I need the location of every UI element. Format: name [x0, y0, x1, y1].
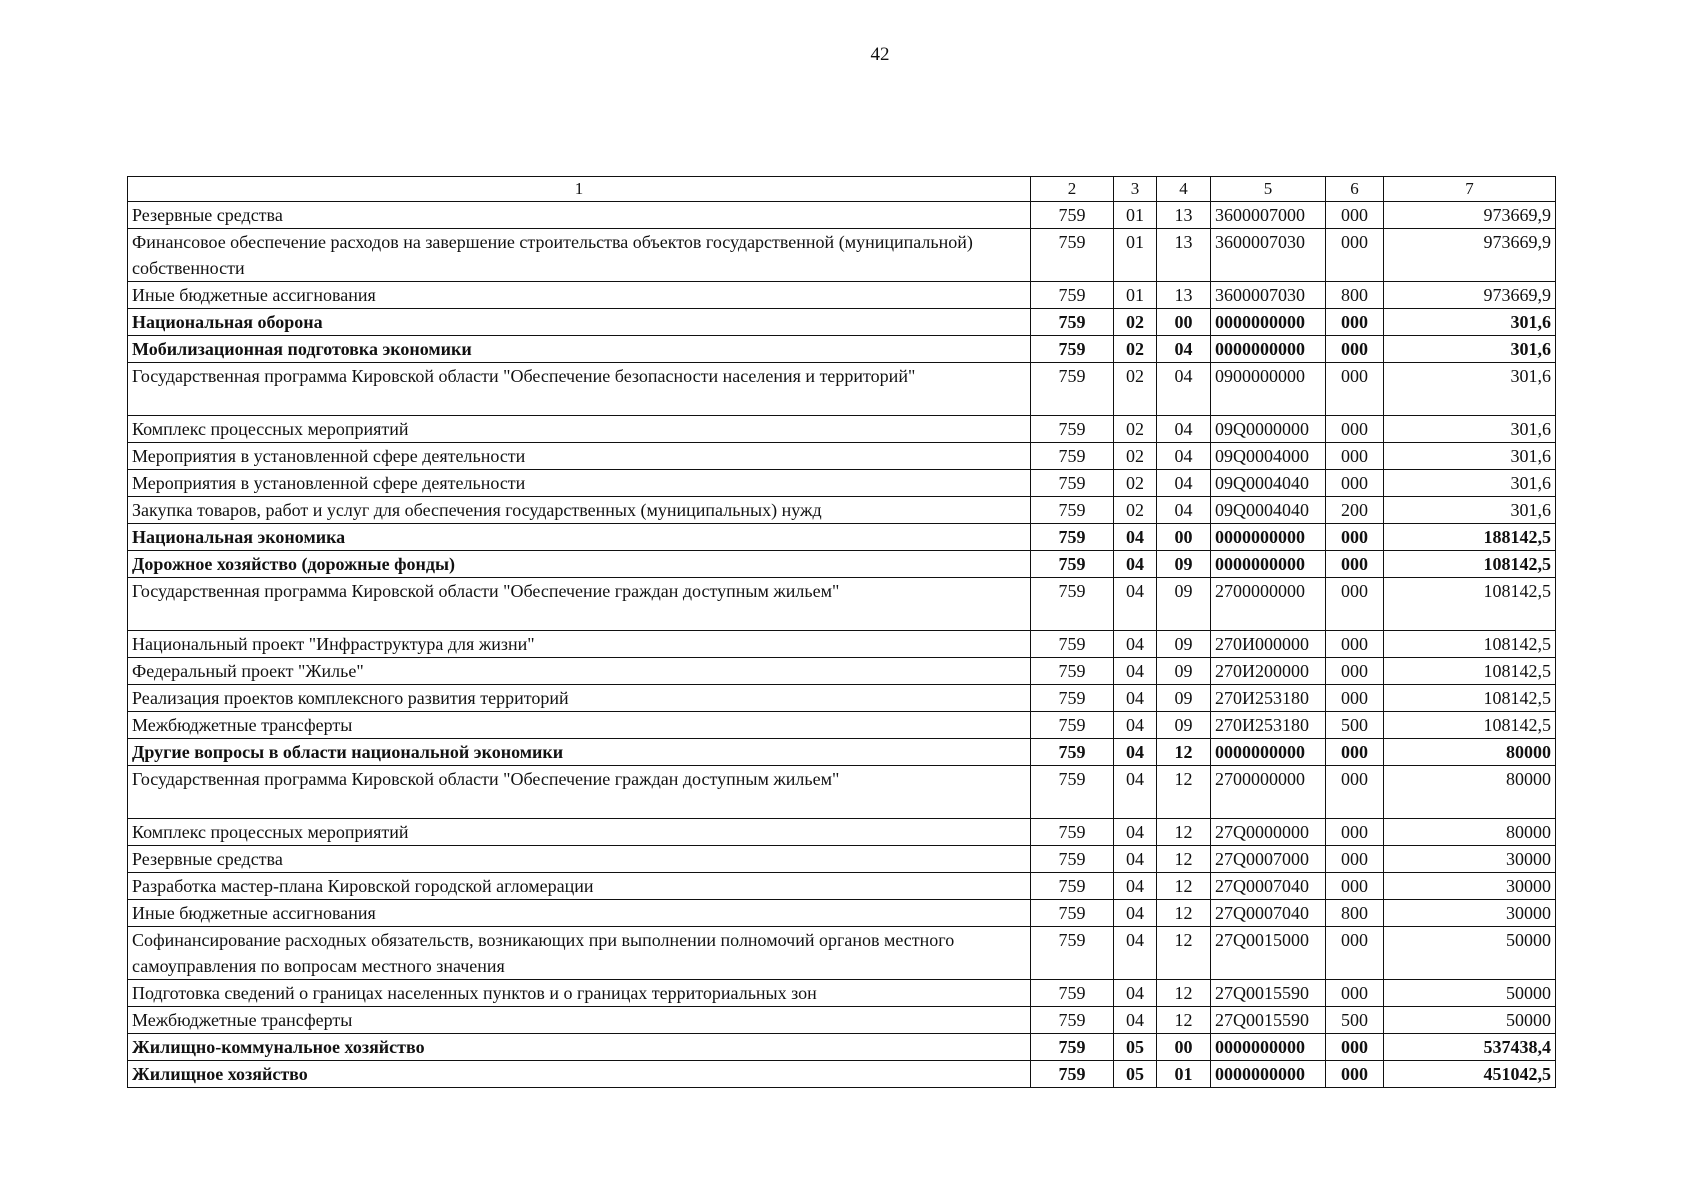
table-row [128, 739, 1556, 766]
row-name: Межбюджетные трансферты [128, 712, 1031, 739]
row-name: Федеральный проект "Жилье" [128, 658, 1031, 685]
row-amount: 973669,9 [1384, 282, 1556, 309]
row-amount: 108142,5 [1384, 712, 1556, 739]
row-target-article: 27Q0007000 [1211, 846, 1326, 873]
row-expense-type: 000 [1326, 202, 1384, 229]
row-target-article: 27Q0007040 [1211, 873, 1326, 900]
row-name: Софинансирование расходных обязательств, возникающих при выполнении полномочий органов местного самоуправления по вопросам местного значения [128, 927, 1031, 980]
row-target-article: 0000000000 [1211, 524, 1326, 551]
table-row [128, 416, 1556, 443]
row-target-article: 09Q0004040 [1211, 497, 1326, 524]
row-section: 04 [1114, 900, 1157, 927]
row-target-article: 0000000000 [1211, 309, 1326, 336]
row-subsection: 04 [1157, 443, 1211, 470]
row-expense-type: 500 [1326, 712, 1384, 739]
row-amount: 108142,5 [1384, 578, 1556, 631]
row-chapter: 759 [1031, 685, 1114, 712]
row-subsection: 09 [1157, 685, 1211, 712]
header-col-4: 4 [1157, 177, 1211, 202]
row-subsection: 12 [1157, 873, 1211, 900]
row-expense-type: 000 [1326, 766, 1384, 819]
row-section: 04 [1114, 846, 1157, 873]
row-subsection: 01 [1157, 1061, 1211, 1088]
row-name: Дорожное хозяйство (дорожные фонды) [128, 551, 1031, 578]
row-name: Государственная программа Кировской области "Обеспечение безопасности населения и территорий" [128, 363, 1031, 416]
table-row [128, 470, 1556, 497]
row-amount: 80000 [1384, 766, 1556, 819]
row-section: 02 [1114, 443, 1157, 470]
row-target-article: 270И253180 [1211, 685, 1326, 712]
row-section: 04 [1114, 658, 1157, 685]
row-chapter: 759 [1031, 551, 1114, 578]
header-col-5: 5 [1211, 177, 1326, 202]
row-chapter: 759 [1031, 309, 1114, 336]
table-row [128, 685, 1556, 712]
row-section: 04 [1114, 819, 1157, 846]
row-target-article: 3600007000 [1211, 202, 1326, 229]
table-row [128, 1007, 1556, 1034]
row-subsection: 04 [1157, 416, 1211, 443]
row-expense-type: 000 [1326, 685, 1384, 712]
row-name: Мобилизационная подготовка экономики [128, 336, 1031, 363]
row-name: Межбюджетные трансферты [128, 1007, 1031, 1034]
row-expense-type: 000 [1326, 470, 1384, 497]
row-name: Другие вопросы в области национальной экономики [128, 739, 1031, 766]
row-section: 05 [1114, 1061, 1157, 1088]
row-amount: 301,6 [1384, 416, 1556, 443]
row-chapter: 759 [1031, 846, 1114, 873]
row-amount: 108142,5 [1384, 551, 1556, 578]
row-name: Резервные средства [128, 846, 1031, 873]
row-section: 04 [1114, 927, 1157, 980]
row-amount: 108142,5 [1384, 658, 1556, 685]
row-expense-type: 000 [1326, 1034, 1384, 1061]
row-expense-type: 800 [1326, 282, 1384, 309]
table-row [128, 927, 1556, 980]
row-name: Национальная экономика [128, 524, 1031, 551]
row-expense-type: 500 [1326, 1007, 1384, 1034]
row-target-article: 09Q0000000 [1211, 416, 1326, 443]
row-amount: 108142,5 [1384, 631, 1556, 658]
header-row [128, 177, 1556, 202]
row-target-article: 270И253180 [1211, 712, 1326, 739]
row-subsection: 00 [1157, 524, 1211, 551]
row-chapter: 759 [1031, 819, 1114, 846]
row-chapter: 759 [1031, 416, 1114, 443]
row-expense-type: 000 [1326, 416, 1384, 443]
row-expense-type: 000 [1326, 578, 1384, 631]
row-name: Национальная оборона [128, 309, 1031, 336]
row-target-article: 0000000000 [1211, 1061, 1326, 1088]
table-row [128, 524, 1556, 551]
row-section: 04 [1114, 685, 1157, 712]
table-row [128, 336, 1556, 363]
row-amount: 30000 [1384, 900, 1556, 927]
row-target-article: 0900000000 [1211, 363, 1326, 416]
row-chapter: 759 [1031, 578, 1114, 631]
row-subsection: 09 [1157, 551, 1211, 578]
row-amount: 301,6 [1384, 443, 1556, 470]
row-subsection: 09 [1157, 631, 1211, 658]
table-row [128, 766, 1556, 819]
row-target-article: 27Q0007040 [1211, 900, 1326, 927]
row-subsection: 09 [1157, 658, 1211, 685]
table-row [128, 658, 1556, 685]
row-chapter: 759 [1031, 927, 1114, 980]
header-col-2: 2 [1031, 177, 1114, 202]
row-section: 04 [1114, 578, 1157, 631]
row-expense-type: 000 [1326, 551, 1384, 578]
row-subsection: 12 [1157, 900, 1211, 927]
row-target-article: 3600007030 [1211, 282, 1326, 309]
row-expense-type: 000 [1326, 846, 1384, 873]
header-col-6: 6 [1326, 177, 1384, 202]
budget-table [127, 176, 1556, 1088]
row-subsection: 00 [1157, 1034, 1211, 1061]
row-section: 01 [1114, 282, 1157, 309]
row-subsection: 13 [1157, 202, 1211, 229]
row-chapter: 759 [1031, 980, 1114, 1007]
row-chapter: 759 [1031, 229, 1114, 282]
table-row [128, 443, 1556, 470]
row-chapter: 759 [1031, 363, 1114, 416]
row-amount: 301,6 [1384, 336, 1556, 363]
row-chapter: 759 [1031, 202, 1114, 229]
row-target-article: 2700000000 [1211, 578, 1326, 631]
table-row [128, 229, 1556, 282]
row-chapter: 759 [1031, 282, 1114, 309]
row-target-article: 0000000000 [1211, 551, 1326, 578]
table-row [128, 497, 1556, 524]
row-amount: 50000 [1384, 927, 1556, 980]
row-expense-type: 000 [1326, 873, 1384, 900]
table-row [128, 309, 1556, 336]
row-amount: 451042,5 [1384, 1061, 1556, 1088]
row-subsection: 12 [1157, 819, 1211, 846]
row-name: Иные бюджетные ассигнования [128, 282, 1031, 309]
row-amount: 301,6 [1384, 363, 1556, 416]
row-section: 04 [1114, 980, 1157, 1007]
row-section: 05 [1114, 1034, 1157, 1061]
row-subsection: 13 [1157, 229, 1211, 282]
row-name: Комплекс процессных мероприятий [128, 416, 1031, 443]
row-chapter: 759 [1031, 631, 1114, 658]
row-name: Национальный проект "Инфраструктура для жизни" [128, 631, 1031, 658]
row-amount: 30000 [1384, 846, 1556, 873]
row-target-article: 0000000000 [1211, 1034, 1326, 1061]
row-target-article: 09Q0004040 [1211, 470, 1326, 497]
header-col-1: 1 [128, 177, 1031, 202]
row-section: 02 [1114, 416, 1157, 443]
row-expense-type: 200 [1326, 497, 1384, 524]
row-section: 04 [1114, 551, 1157, 578]
row-amount: 80000 [1384, 739, 1556, 766]
row-name: Закупка товаров, работ и услуг для обеспечения государственных (муниципальных) нужд [128, 497, 1031, 524]
row-chapter: 759 [1031, 766, 1114, 819]
row-name: Резервные средства [128, 202, 1031, 229]
row-name: Государственная программа Кировской области "Обеспечение граждан доступным жильем" [128, 578, 1031, 631]
row-expense-type: 000 [1326, 658, 1384, 685]
row-name: Жилищно-коммунальное хозяйство [128, 1034, 1031, 1061]
table-row [128, 551, 1556, 578]
row-section: 04 [1114, 524, 1157, 551]
row-chapter: 759 [1031, 658, 1114, 685]
row-subsection: 12 [1157, 927, 1211, 980]
row-amount: 50000 [1384, 1007, 1556, 1034]
row-section: 02 [1114, 309, 1157, 336]
row-section: 02 [1114, 336, 1157, 363]
row-amount: 50000 [1384, 980, 1556, 1007]
row-amount: 301,6 [1384, 309, 1556, 336]
row-amount: 973669,9 [1384, 202, 1556, 229]
table-row [128, 282, 1556, 309]
row-amount: 301,6 [1384, 497, 1556, 524]
row-target-article: 27Q0015590 [1211, 980, 1326, 1007]
row-name: Реализация проектов комплексного развития территорий [128, 685, 1031, 712]
row-chapter: 759 [1031, 1007, 1114, 1034]
row-subsection: 12 [1157, 980, 1211, 1007]
table-row [128, 900, 1556, 927]
row-expense-type: 800 [1326, 900, 1384, 927]
row-subsection: 09 [1157, 578, 1211, 631]
row-chapter: 759 [1031, 1061, 1114, 1088]
row-target-article: 27Q0015000 [1211, 927, 1326, 980]
row-subsection: 04 [1157, 363, 1211, 416]
row-subsection: 09 [1157, 712, 1211, 739]
row-chapter: 759 [1031, 470, 1114, 497]
row-target-article: 270И200000 [1211, 658, 1326, 685]
row-amount: 80000 [1384, 819, 1556, 846]
row-name: Жилищное хозяйство [128, 1061, 1031, 1088]
header-col-3: 3 [1114, 177, 1157, 202]
row-expense-type: 000 [1326, 1061, 1384, 1088]
row-name: Государственная программа Кировской области "Обеспечение граждан доступным жильем" [128, 766, 1031, 819]
row-amount: 537438,4 [1384, 1034, 1556, 1061]
table-row [128, 980, 1556, 1007]
row-subsection: 12 [1157, 766, 1211, 819]
row-chapter: 759 [1031, 443, 1114, 470]
row-subsection: 04 [1157, 497, 1211, 524]
table-row [128, 1034, 1556, 1061]
row-expense-type: 000 [1326, 980, 1384, 1007]
row-amount: 188142,5 [1384, 524, 1556, 551]
table-row [128, 873, 1556, 900]
row-expense-type: 000 [1326, 309, 1384, 336]
table-row [128, 202, 1556, 229]
row-chapter: 759 [1031, 900, 1114, 927]
row-subsection: 12 [1157, 846, 1211, 873]
row-name: Мероприятия в установленной сфере деятельности [128, 443, 1031, 470]
row-chapter: 759 [1031, 873, 1114, 900]
row-chapter: 759 [1031, 712, 1114, 739]
table-body [128, 202, 1556, 1088]
row-section: 04 [1114, 766, 1157, 819]
row-amount: 973669,9 [1384, 229, 1556, 282]
row-target-article: 0000000000 [1211, 739, 1326, 766]
row-expense-type: 000 [1326, 819, 1384, 846]
row-subsection: 04 [1157, 336, 1211, 363]
table-row [128, 578, 1556, 631]
row-subsection: 04 [1157, 470, 1211, 497]
row-expense-type: 000 [1326, 524, 1384, 551]
row-section: 02 [1114, 470, 1157, 497]
row-target-article: 27Q0000000 [1211, 819, 1326, 846]
row-expense-type: 000 [1326, 739, 1384, 766]
table-row [128, 1061, 1556, 1088]
row-section: 04 [1114, 739, 1157, 766]
row-target-article: 09Q0004000 [1211, 443, 1326, 470]
page-number: 42 [870, 44, 890, 65]
row-name: Разработка мастер-плана Кировской городской агломерации [128, 873, 1031, 900]
row-section: 04 [1114, 1007, 1157, 1034]
row-subsection: 13 [1157, 282, 1211, 309]
row-chapter: 759 [1031, 497, 1114, 524]
row-target-article: 27Q0015590 [1211, 1007, 1326, 1034]
row-expense-type: 000 [1326, 336, 1384, 363]
row-chapter: 759 [1031, 1034, 1114, 1061]
row-target-article: 0000000000 [1211, 336, 1326, 363]
row-expense-type: 000 [1326, 927, 1384, 980]
row-chapter: 759 [1031, 336, 1114, 363]
row-section: 01 [1114, 229, 1157, 282]
row-amount: 30000 [1384, 873, 1556, 900]
row-subsection: 12 [1157, 1007, 1211, 1034]
row-amount: 108142,5 [1384, 685, 1556, 712]
row-section: 02 [1114, 363, 1157, 416]
row-target-article: 2700000000 [1211, 766, 1326, 819]
row-name: Иные бюджетные ассигнования [128, 900, 1031, 927]
row-expense-type: 000 [1326, 443, 1384, 470]
row-section: 04 [1114, 873, 1157, 900]
table-row [128, 712, 1556, 739]
row-target-article: 3600007030 [1211, 229, 1326, 282]
row-name: Подготовка сведений о границах населенных пунктов и о границах территориальных зон [128, 980, 1031, 1007]
table-row [128, 819, 1556, 846]
row-chapter: 759 [1031, 739, 1114, 766]
row-name: Финансовое обеспечение расходов на завершение строительства объектов государственной (муниципальной) собственности [128, 229, 1031, 282]
row-subsection: 00 [1157, 309, 1211, 336]
row-expense-type: 000 [1326, 631, 1384, 658]
row-section: 04 [1114, 712, 1157, 739]
row-section: 01 [1114, 202, 1157, 229]
row-expense-type: 000 [1326, 229, 1384, 282]
row-expense-type: 000 [1326, 363, 1384, 416]
row-name: Комплекс процессных мероприятий [128, 819, 1031, 846]
row-section: 04 [1114, 631, 1157, 658]
table-row [128, 631, 1556, 658]
row-subsection: 12 [1157, 739, 1211, 766]
table-row [128, 846, 1556, 873]
row-amount: 301,6 [1384, 470, 1556, 497]
table-row [128, 363, 1556, 416]
row-target-article: 270И000000 [1211, 631, 1326, 658]
header-col-7: 7 [1384, 177, 1556, 202]
row-section: 02 [1114, 497, 1157, 524]
row-name: Мероприятия в установленной сфере деятельности [128, 470, 1031, 497]
row-chapter: 759 [1031, 524, 1114, 551]
